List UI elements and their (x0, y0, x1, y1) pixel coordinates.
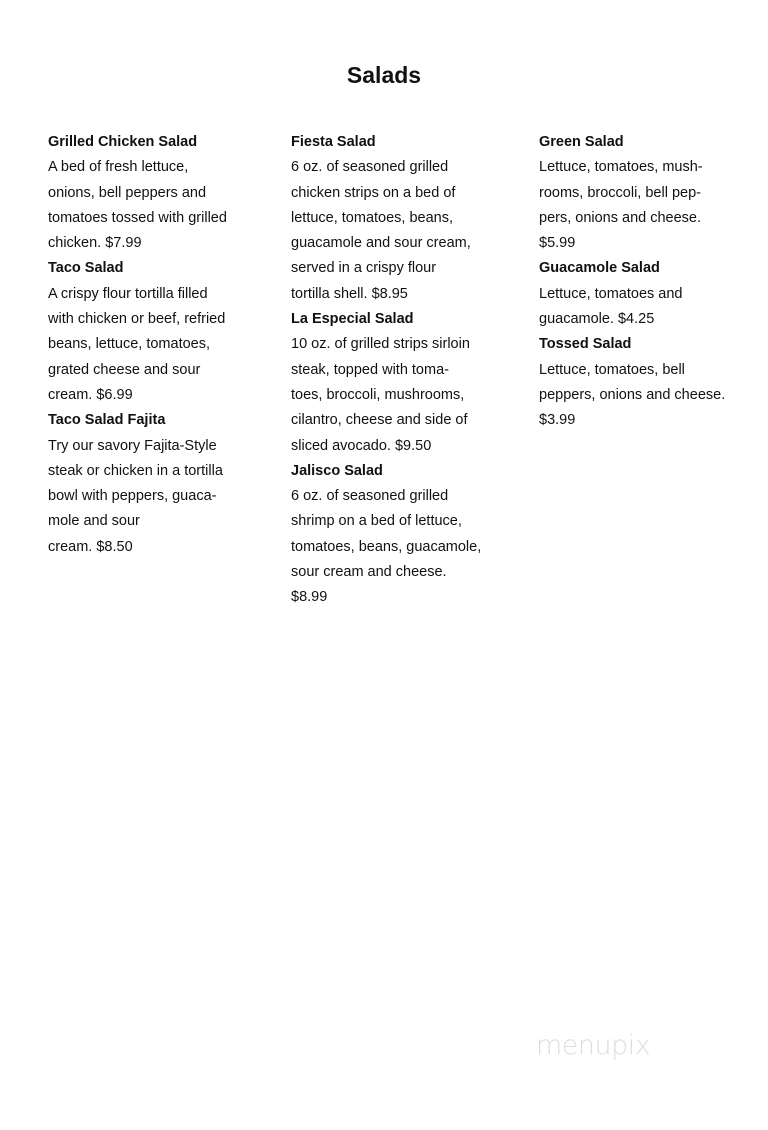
item-description-line: mole and sour (48, 513, 140, 530)
item-description-line: steak, topped with toma- (291, 361, 449, 378)
item-description-line: peppers, onions and cheese. (539, 386, 726, 403)
item-description-line: lettuce, tomatoes, beans, (291, 209, 454, 226)
item-description-line: tortilla shell. $8.95 (291, 285, 408, 302)
item-name: La Especial Salad (291, 311, 414, 328)
item-description-line: grated cheese and sour (48, 361, 201, 378)
item-description-line: served in a crispy flour (291, 260, 437, 277)
menu-column-2 (291, 130, 481, 611)
item-description-line: Lettuce, tomatoes, mush- (539, 159, 703, 176)
item-description-line: $8.99 (291, 589, 328, 606)
item-description-line: tomatoes, beans, guacamole, (291, 538, 482, 555)
page-title: Salads (346, 62, 422, 88)
item-name: Guacamole Salad (539, 260, 660, 277)
item-description-line: toes, broccoli, mushrooms, (291, 386, 465, 403)
item-description-line: bowl with peppers, guaca- (48, 488, 217, 505)
item-description-line: onions, bell peppers and (48, 184, 207, 201)
menu-column-1 (48, 130, 227, 560)
item-description-line: with chicken or beef, refried (48, 311, 226, 328)
item-description-line: 6 oz. of seasoned grilled (291, 488, 449, 505)
item-description-line: rooms, broccoli, bell pep- (539, 184, 701, 201)
item-name: Taco Salad Fajita (48, 412, 166, 429)
item-description-line: tomatoes tossed with grilled (48, 209, 227, 226)
item-name: Grilled Chicken Salad (48, 134, 198, 150)
item-description-line: guacamole. $4.25 (539, 311, 655, 328)
item-description-line: chicken. $7.99 (48, 235, 142, 252)
item-description-line: cream. $6.99 (48, 386, 133, 403)
item-description-line: pers, onions and cheese. (539, 209, 702, 226)
item-description-line: chicken strips on a bed of (291, 184, 456, 201)
menu-column-3 (539, 130, 725, 434)
item-description-line: Try our savory Fajita-Style (48, 437, 217, 454)
item-description-line: 6 oz. of seasoned grilled (291, 159, 449, 176)
item-description-line: shrimp on a bed of lettuce, (291, 513, 462, 530)
item-name: Tossed Salad (539, 336, 632, 353)
watermark-logo: menupix (536, 1030, 651, 1061)
item-description-line: cilantro, cheese and side of (291, 412, 468, 429)
item-description-line: sour cream and cheese. (291, 564, 447, 581)
item-description-line: A bed of fresh lettuce, (48, 159, 189, 176)
item-description-line: 10 oz. of grilled strips sirloin (291, 336, 470, 353)
item-name: Green Salad (539, 134, 624, 150)
item-description-line: Lettuce, tomatoes and (539, 285, 683, 302)
item-name: Jalisco Salad (291, 462, 383, 479)
item-description-line: $5.99 (539, 235, 576, 252)
item-description-line: sliced avocado. $9.50 (291, 437, 432, 454)
item-description-line: steak or chicken in a tortilla (48, 462, 223, 479)
item-description-line: $3.99 (539, 412, 576, 429)
item-description-line: A crispy flour tortilla filled (48, 285, 208, 302)
item-name: Taco Salad (48, 260, 124, 277)
item-description-line: Lettuce, tomatoes, bell (539, 361, 685, 378)
item-description-line: cream. $8.50 (48, 538, 133, 555)
item-description-line: guacamole and sour cream, (291, 235, 471, 252)
item-description-line: beans, lettuce, tomatoes, (48, 336, 211, 353)
item-name: Fiesta Salad (291, 134, 376, 150)
